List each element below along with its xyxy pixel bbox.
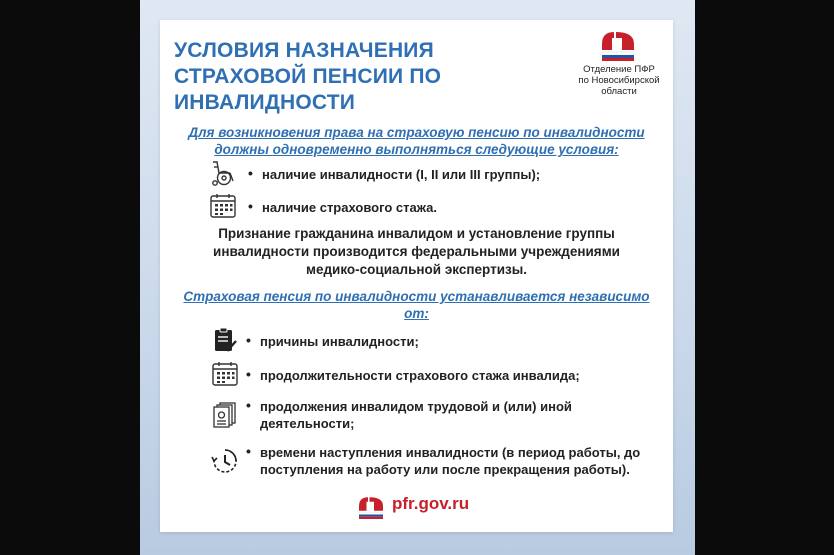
factor-text: времени наступления инвалидности (в период работы, до поступления на работу или после прекращения работы). [260,445,641,477]
conditions-heading: Для возникновения права на страховую пенсию по инвалидности должны одновременно выполняться следующие условия: [188,125,645,157]
pfr-logo-icon [598,28,638,62]
clock-arrow-icon [210,447,240,475]
factor-text: продолжительности страхового стажа инвалида; [260,368,580,383]
recognition-paragraph: Признание гражданина инвалидом и установление группы инвалидности производится федеральными учреждениями медико-социальной экспертизы. [213,226,620,277]
clipboard-check-icon [210,326,240,354]
factor-text: причины инвалидности; [260,334,419,349]
info-card: УСЛОВИЯ НАЗНАЧЕНИЯ СТРАХОВОЙ ПЕНСИИ ПО ИНВАЛИДНОСТИ Отделение ПФР по Новосибирской области Для возникновения права на страховую пенсию по инвалидности должны одновременно выполняться следующие условия: • наличие инвалидности (I, II или III группы); • наличие страхового стажа. Признание гражданина инвалидом и установление группы инвалидности производится федеральными учреждениями медико-социальной экспертизы. Страховая пенсия по инвалидности устанавливается независимо от: • причины инвалидности; • продолжительности страхового стажа инвалида; • продолжения инвалидом трудовой и (или) иной деятельности; • времени наступления инвалидности (в период работы, до поступления на работу или после прекращения работы). pfr.gov.ru [160,20,673,532]
wheelchair-icon [208,159,238,187]
condition-text: наличие страхового стажа. [262,200,437,215]
condition-text: наличие инвалидности (I, II или III группы); [262,167,541,182]
calendar-icon [210,360,240,388]
pfr-logo-icon [356,494,386,520]
organization-name: Отделение ПФР по Новосибирской области [578,64,660,97]
document-stack-icon [210,401,240,429]
website-link[interactable]: pfr.gov.ru [392,494,470,513]
factor-text: продолжения инвалидом трудовой и (или) иной деятельности; [260,399,572,431]
calendar-icon [208,192,238,220]
independent-heading: Страховая пенсия по инвалидности устанавливается независимо от: [183,289,650,321]
page-title: УСЛОВИЯ НАЗНАЧЕНИЯ СТРАХОВОЙ ПЕНСИИ ПО ИНВАЛИДНОСТИ [174,39,442,114]
